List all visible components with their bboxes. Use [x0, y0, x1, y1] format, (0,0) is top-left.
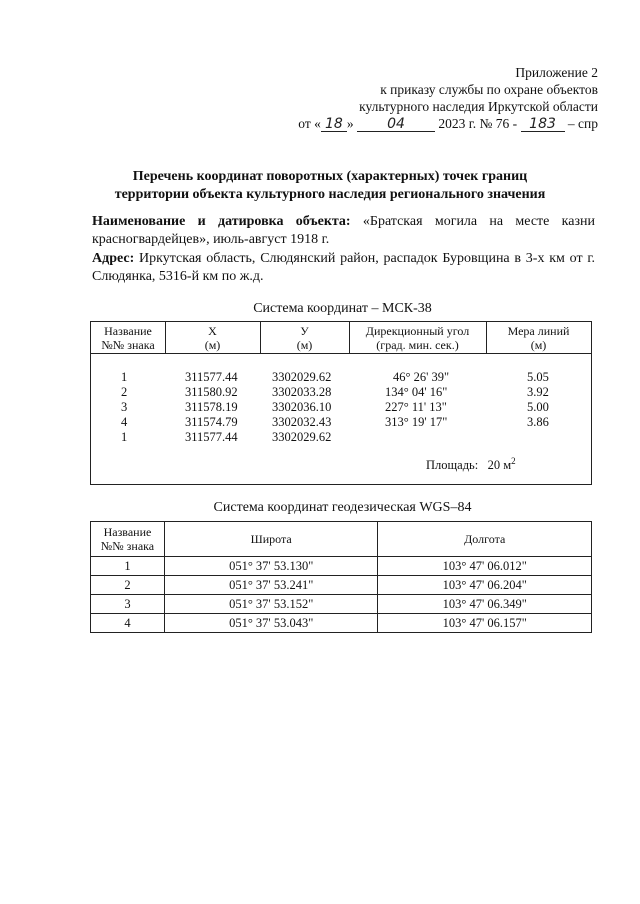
- appendix-number: Приложение 2: [515, 65, 598, 80]
- date-prefix: от «: [298, 116, 321, 131]
- msk-header-y: У (м): [296, 324, 313, 352]
- wgs-row-3-n: 3: [91, 595, 165, 614]
- wgs-row-1-lon: 103° 47' 06.012": [378, 557, 592, 576]
- wgs-row-3-lon: 103° 47' 06.349": [378, 595, 592, 614]
- msk-coordinates-table: [90, 321, 592, 485]
- msk-row-5-y: 3302029.62: [272, 430, 332, 444]
- table-row: [91, 614, 592, 633]
- wgs-row-4-lat: 051° 37' 53.043": [164, 614, 378, 633]
- msk-row-2-len: 3.92: [527, 385, 549, 399]
- appendix-header: [298, 64, 598, 132]
- area-label: Площадь:: [426, 458, 479, 473]
- msk-row-5-n: 1: [121, 430, 128, 444]
- title-line-2: территории объекта культурного наследия регионального значения: [114, 187, 546, 202]
- wgs-header-row: [91, 522, 592, 557]
- year-and-number: 2023 г. № 76 -: [438, 116, 518, 131]
- table-row: [91, 557, 592, 576]
- wgs-row-1-n: 1: [91, 557, 165, 576]
- wgs-row-2-lat: 051° 37' 53.241": [164, 576, 378, 595]
- title-line-1: Перечень координат поворотных (характерных) точек границ: [132, 169, 528, 184]
- msk-header-angle: Дирекционный угол (град. мин. сек.): [365, 324, 470, 352]
- msk-row-3-n: 3: [121, 400, 128, 414]
- address-value: Иркутская область, Слюдянский район, распадок Буровщина в 3-х км от г. Слюдянка, 5316-й км по ж.д.: [92, 251, 595, 284]
- msk-row-5-x: 311577.44: [185, 430, 238, 444]
- msk-row-4-len: 3.86: [527, 415, 549, 429]
- msk-row-4-n: 4: [121, 415, 128, 429]
- wgs-row-2-lon: 103° 47' 06.204": [378, 576, 592, 595]
- handwritten-month: 04: [357, 117, 435, 132]
- wgs-row-4-n: 4: [91, 614, 165, 633]
- msk-row-4-angle: 313° 19' 17": [385, 415, 448, 429]
- msk-header-length: Мера линий (м): [507, 324, 570, 352]
- msk-row-1-n: 1: [121, 370, 128, 384]
- object-name-label: Наименование и датировка объекта:: [92, 214, 351, 229]
- msk-header-x: X (м): [204, 324, 221, 352]
- msk-row-3-angle: 227° 11' 13": [385, 400, 447, 414]
- object-name-paragraph: [92, 213, 595, 249]
- handwritten-order-number: 183: [521, 117, 565, 132]
- msk-row-1-y: 3302029.62: [272, 370, 332, 384]
- msk-row-1-x: 311577.44: [185, 370, 238, 384]
- wgs-row-4-lon: 103° 47' 06.157": [378, 614, 592, 633]
- msk-row-2-n: 2: [121, 385, 128, 399]
- msk-row-1-len: 5.05: [527, 370, 549, 384]
- wgs-table-caption: Система координат геодезическая WGS–84: [213, 500, 472, 515]
- document-title: [60, 168, 600, 204]
- msk-row-4-x: 311574.79: [185, 415, 238, 429]
- address-label: Адрес:: [92, 251, 135, 266]
- msk-row-2-angle: 134° 04' 16": [385, 385, 448, 399]
- object-name-value: «Братская могила на месте казни красногвардейцев», июль-август 1918 г.: [92, 214, 596, 247]
- wgs-header-lon: Долгота: [378, 522, 592, 557]
- table-row: [91, 595, 592, 614]
- order-date-line: [298, 115, 598, 132]
- wgs-row-2-n: 2: [91, 576, 165, 595]
- msk-header-name: Название №№ знака: [101, 324, 155, 352]
- msk-row-1-angle: 46° 26' 39": [393, 370, 450, 384]
- wgs-row-1-lat: 051° 37' 53.130": [164, 557, 378, 576]
- handwritten-day: 18: [321, 117, 347, 132]
- msk-row-3-y: 3302036.10: [272, 400, 332, 414]
- msk-row-2-y: 3302033.28: [272, 385, 332, 399]
- area-unit-exponent: 2: [511, 456, 516, 466]
- wgs-row-3-lat: 051° 37' 53.152": [164, 595, 378, 614]
- order-reference: к приказу службы по охране объектов: [380, 82, 598, 97]
- date-mid: »: [346, 116, 354, 131]
- order-authority: культурного наследия Иркутской области: [359, 99, 598, 114]
- wgs-coordinates-table: [90, 521, 592, 633]
- msk-area: [426, 456, 516, 473]
- area-value: 20 м: [487, 458, 512, 473]
- order-suffix: – спр: [567, 116, 598, 131]
- wgs-header-lat: Широта: [164, 522, 378, 557]
- address-paragraph: [92, 250, 595, 286]
- msk-row-2-x: 311580.92: [185, 385, 238, 399]
- msk-row-3-len: 5.00: [527, 400, 549, 414]
- table-row: [91, 576, 592, 595]
- msk-table-caption: Система координат – МСК-38: [253, 301, 432, 316]
- msk-row-4-y: 3302032.43: [272, 415, 332, 429]
- msk-row-3-x: 311578.19: [185, 400, 238, 414]
- wgs-header-name: Название №№ знака: [91, 522, 165, 557]
